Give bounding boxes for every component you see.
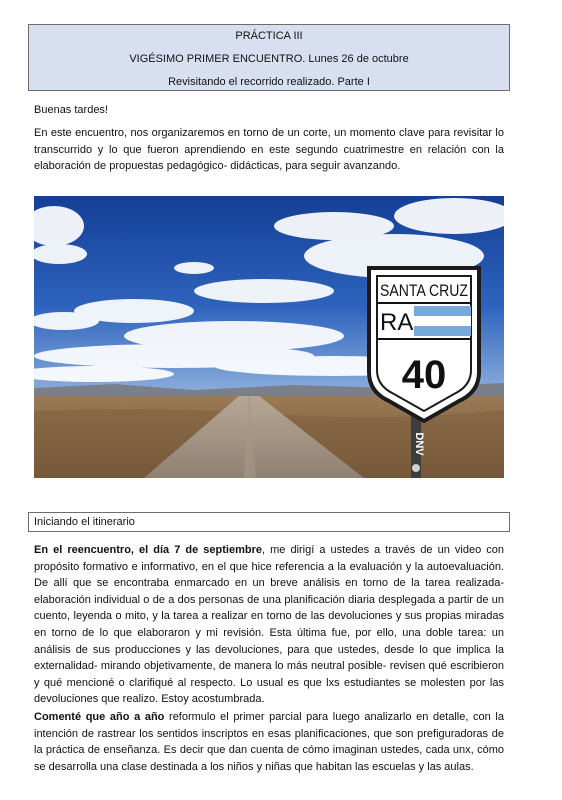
route-40-photo [34, 196, 504, 478]
paragraph-reencuentro-lead: En el reencuentro, el día 7 de septiembre [34, 544, 262, 556]
argentine-flag-icon [414, 306, 471, 336]
greeting: Buenas tardes! [34, 104, 108, 116]
practice-title: PRÁCTICA III [235, 30, 303, 42]
post-label: DNV [413, 432, 425, 456]
paragraph-reencuentro-body: , me dirigí a ustedes a través de un video con propósito formativo e informativo, en el que hice referencia a la evaluación y la autoevaluación. De allí que se encontraba enmarcado en un breve análisis en torno de la tarea realizada- elaboración individual o de a dos personas de una planificación diaria desplegada a partir de un cuento, leyenda o mito, y la tarea a realizar en torno de las devoluciones y sus propias miradas en torno de lo que elaboraron y mi revisión. Esta última fue, por ello, una doble tarea: un análisis de sus producciones y las devoluciones, para que ustedes, desde lo que implica la externalidad- mirando objetivamente, de manera lo más neutral posible- revisen qué escribieron y qué mencioné o clarifiqué al respecto. Lo usual es que lxs estudiantes se molesten por las devoluciones que realizo. Estoy acostumbrada. [34, 544, 504, 706]
paragraph-parcial [34, 709, 504, 775]
meeting-subtitle: Revisitando el recorrido realizado. Parte I [168, 76, 370, 88]
sign-ra: RA [380, 309, 414, 336]
intro-paragraph: En este encuentro, nos organizaremos en torno de un corte, un momento clave para revisitar lo transcurrido y lo que fueron aprendiendo en este segundo cuatrimestre en relación con la elaboración de propuestas pedagógico- didácticas, para seguir avanzando. [34, 127, 504, 173]
sign-route-number: 40 [401, 353, 447, 397]
header-box [28, 24, 510, 91]
sign-province: SANTA CRUZ [380, 281, 468, 300]
section-title: Iniciando el itinerario [34, 516, 135, 528]
meeting-title: VIGÉSIMO PRIMER ENCUENTRO. Lunes 26 de octubre [129, 53, 409, 65]
paragraph-parcial-lead: Comenté que año a año [34, 711, 165, 723]
section-heading [28, 512, 510, 532]
paragraph-parcial-body: reformulo el primer parcial para luego analizarlo en detalle, con la intención de rastrear los sentidos inscriptos en esas planificaciones, que son prefiguradoras de la práctica de enseñanza. Es decir que dan cuenta de cómo imaginan ustedes, cada unx, cómo se desarrolla una clase destinada a los niños y niñas que habitan las escuelas y las aulas. [34, 711, 504, 773]
paragraph-reencuentro [34, 542, 504, 708]
route-40-illustration [34, 196, 504, 478]
